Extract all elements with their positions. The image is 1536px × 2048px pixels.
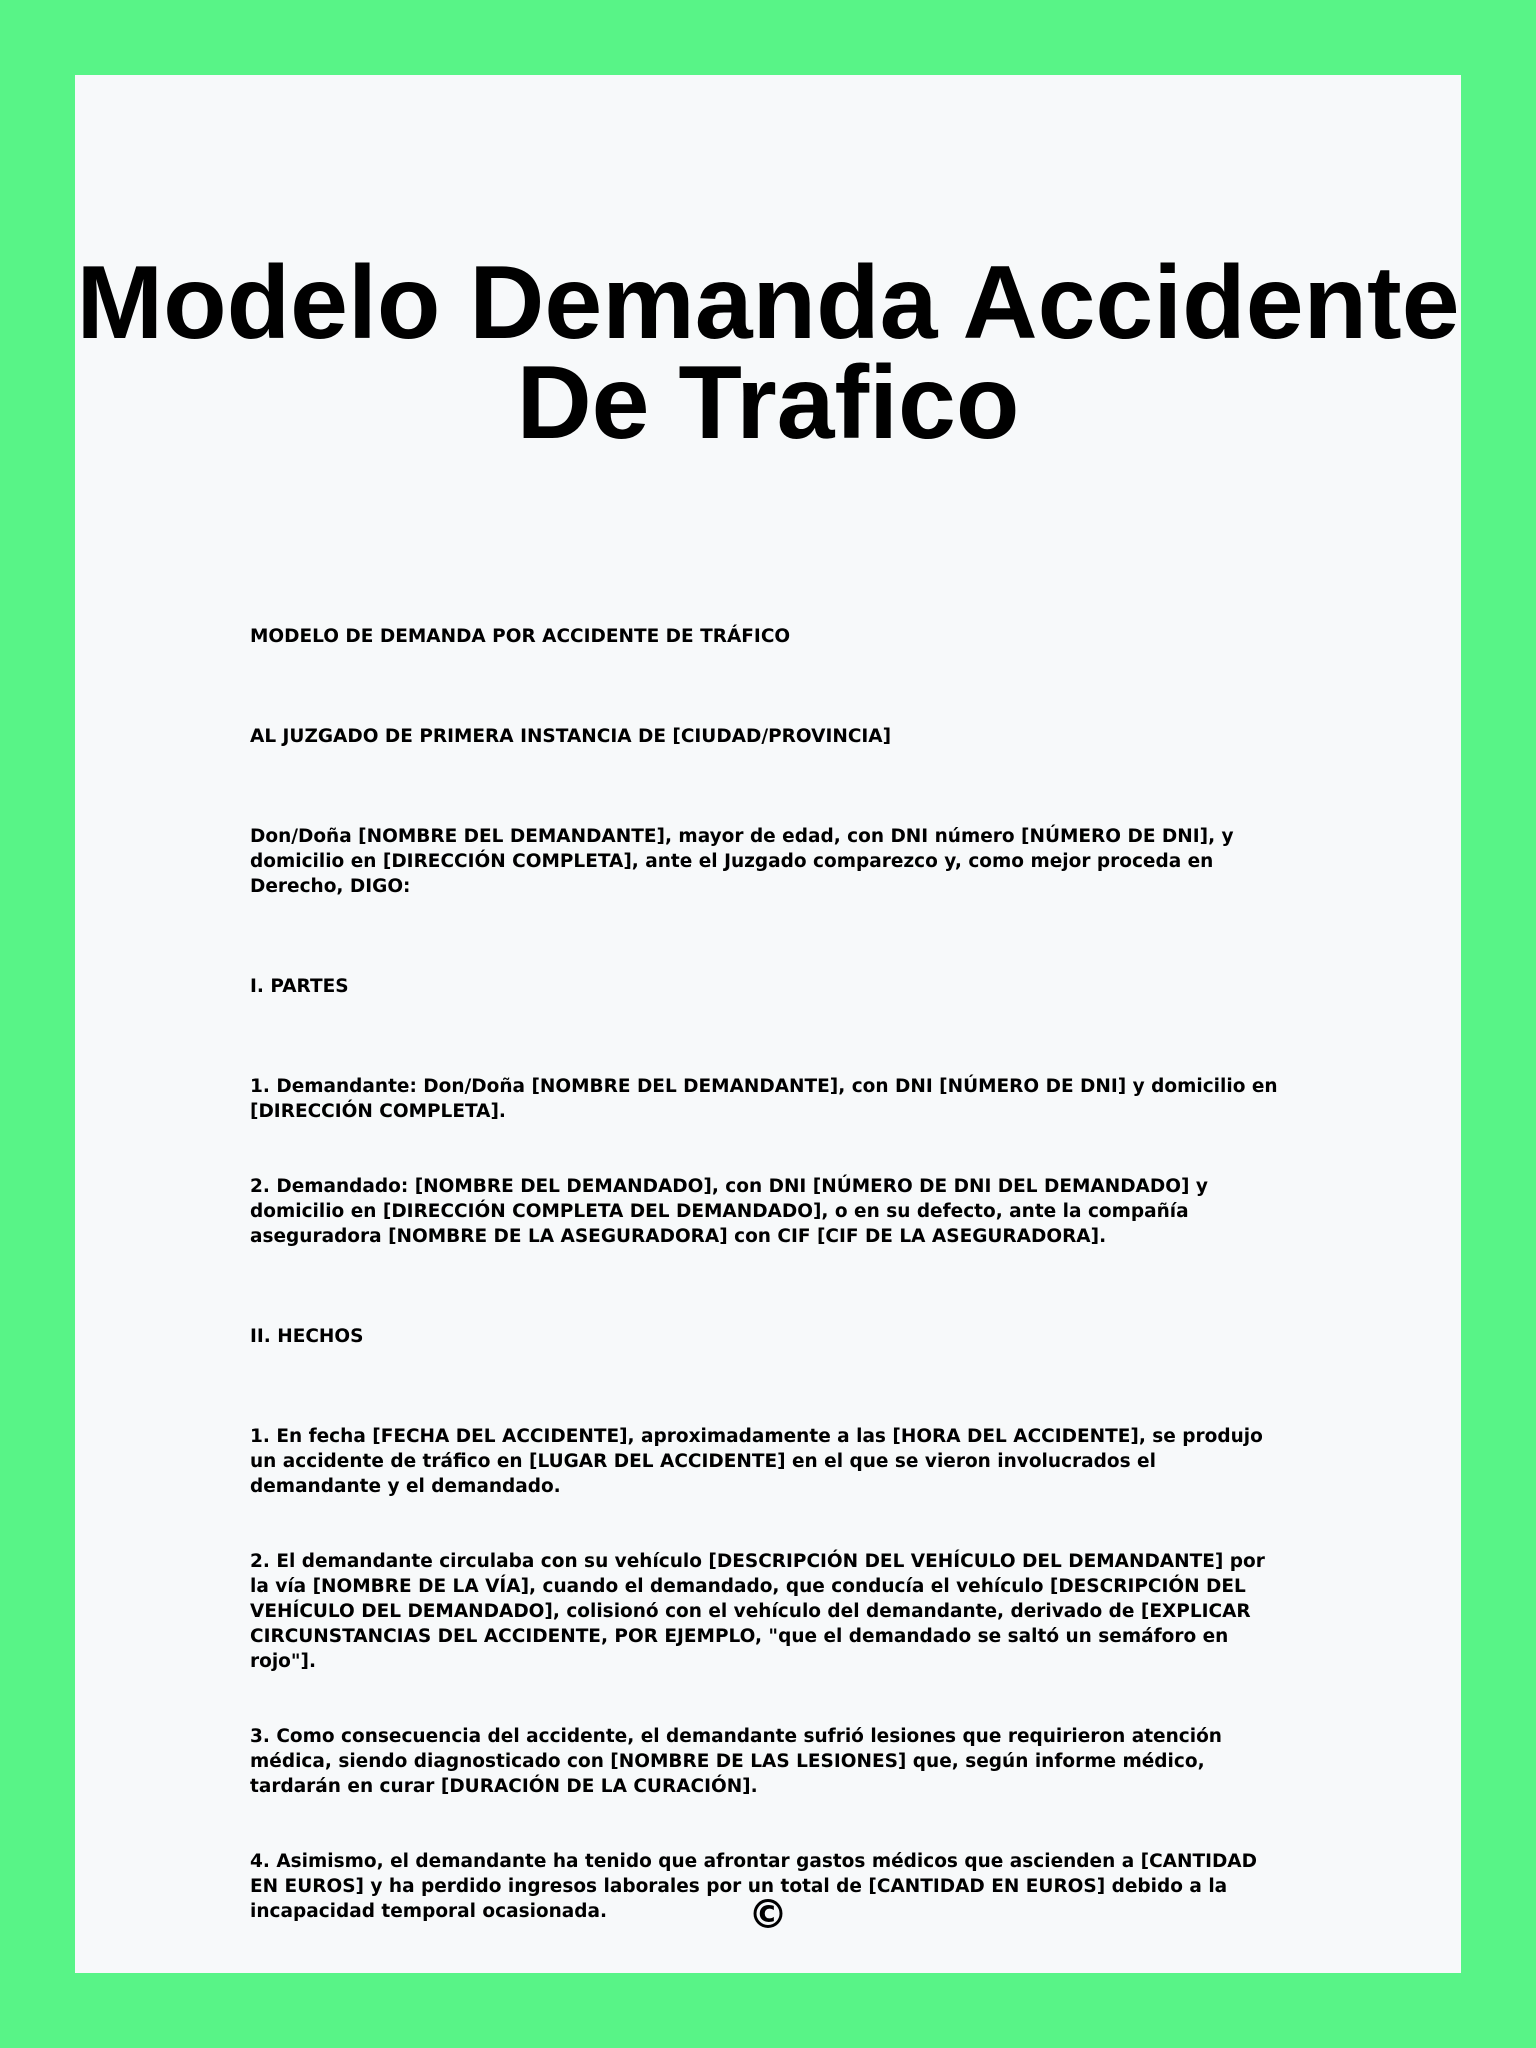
hecho-3: 3. Como consecuencia del accidente, el demandante sufrió lesiones que requirieron atención médica, siendo diagnosticado con [NOMBRE DE LAS LESIONES] que, según informe médico, tardarán en curar [DURACIÓN DE LA CURACIÓN]. [250,1726,1222,1797]
copyright-icon: © [748,1892,788,1938]
heading-juzgado: AL JUZGADO DE PRIMERA INSTANCIA DE [CIUDAD/PROVINCIA] [250,726,892,747]
document-body [250,550,1290,1924]
document-title: Modelo Demanda Accidente De Trafico [76,245,1460,461]
intro-paragraph: Don/Doña [NOMBRE DEL DEMANDANTE], mayor de edad, con DNI número [NÚMERO DE DNI], y domicilio en [DIRECCIÓN COMPLETA], ante el Juzgado comparezco y, como mejor proceda en Derecho, DIGO: [250,826,1234,897]
party-demandante: 1. Demandante: Don/Doña [NOMBRE DEL DEMANDANTE], con DNI [NÚMERO DE DNI] y domicilio en [DIRECCIÓN COMPLETA]. [250,1076,1278,1122]
heading-modelo: MODELO DE DEMANDA POR ACCIDENTE DE TRÁFICO [250,626,791,647]
document-page [75,75,1461,1973]
party-demandado: 2. Demandado: [NOMBRE DEL DEMANDADO], con DNI [NÚMERO DE DNI DEL DEMANDADO] y domicilio en [DIRECCIÓN COMPLETA DEL DEMANDADO], o en su defecto, ante la compañía aseguradora [NOMBRE DE LA ASEGURADORA] con CIF [CIF DE LA ASEGURADORA]. [250,1176,1208,1247]
section-heading-partes: I. PARTES [250,976,349,997]
hecho-2: 2. El demandante circulaba con su vehículo [DESCRIPCIÓN DEL VEHÍCULO DEL DEMANDANTE] por la vía [NOMBRE DE LA VÍA], cuando el demandado, que conducía el vehículo [DESCRIPCIÓN DEL VEHÍCULO DEL DEMANDADO], colisionó con el vehículo del demandante, derivado de [EXPLICAR CIRCUNSTANCIAS DEL ACCIDENTE, POR EJEMPLO, "que el demandado se saltó un semáforo en rojo"]. [250,1551,1265,1672]
hecho-4: 4. Asimismo, el demandante ha tenido que afrontar gastos médicos que ascienden a [CANTIDAD EN EUROS] y ha perdido ingresos laborales por un total de [CANTIDAD EN EUROS] debido a la incapacidad temporal ocasionada. [250,1851,1257,1922]
section-heading-hechos: II. HECHOS [250,1326,364,1347]
hecho-1: 1. En fecha [FECHA DEL ACCIDENTE], aproximadamente a las [HORA DEL ACCIDENTE], se produjo un accidente de tráfico en [LUGAR DEL ACCIDENTE] en el que se vieron involucrados el demandante y el demandado. [250,1426,1263,1497]
